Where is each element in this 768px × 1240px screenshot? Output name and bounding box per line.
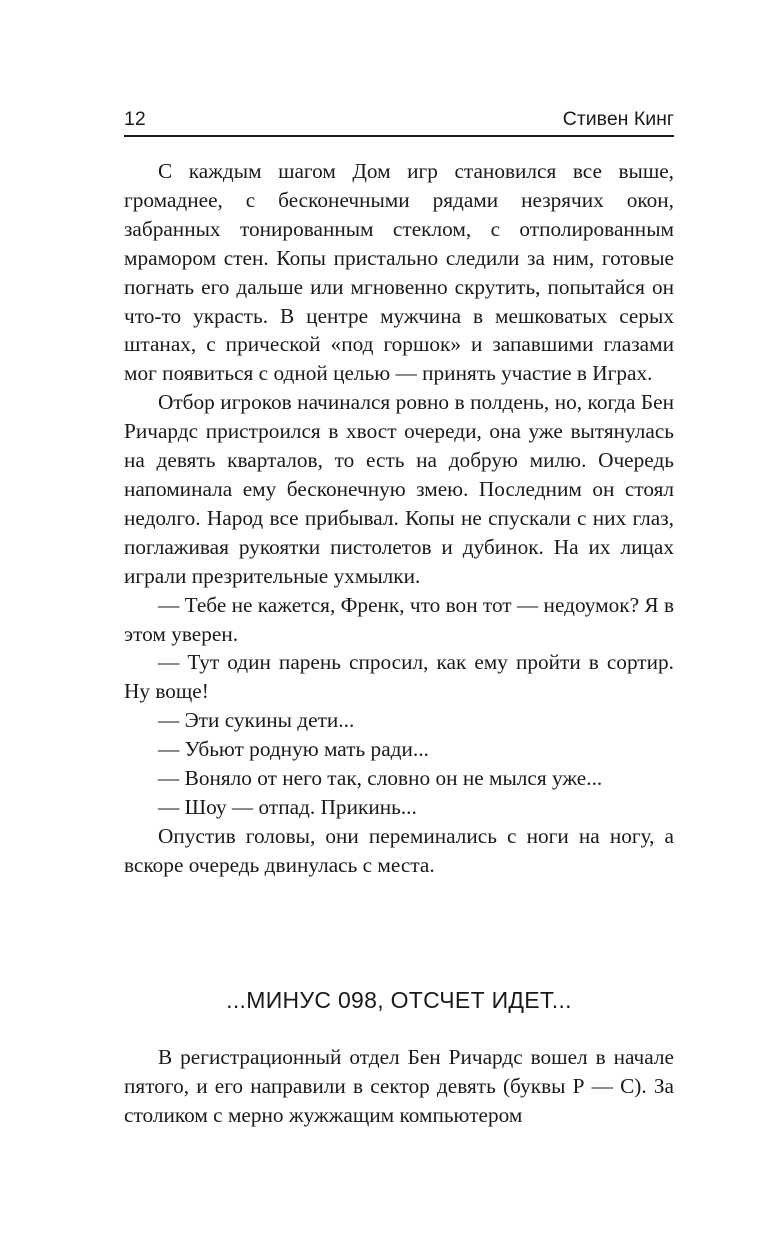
paragraph: В регистрационный отдел Бен Ричардс вошел в начале пятого, и его направили в сектор девять (буквы Р — С). За столиком с мерно жужжащим компьютером [124,1045,674,1127]
running-head-author: Стивен Кинг [562,108,674,130]
page-header [124,106,674,136]
paragraph: Отбор игроков начинался ровно в полдень, но, когда Бен Ричардс пристроился в хвост очереди, она уже вытянулась на девять кварталов, то есть на добрую милю. Очередь напоминала ему бесконечную змею. Последним он стоял недолго. Народ все прибывал. Копы не спускали с них глаз, поглаживая рукоятки пистолетов и дубинок. На их лицах играли презрительные ухмылки. [124,390,674,588]
dialogue-line: — Убьют родную мать ради... [158,737,429,762]
body-text [124,157,674,880]
section-heading: ...МИНУС 098, ОТСЧЕТ ИДЕТ... [226,987,572,1013]
dialogue-line: — Эти сукины дети... [158,708,355,733]
header-rule [124,135,674,137]
paragraph: С каждым шагом Дом игр становился все выше, громаднее, с бесконечными рядами незрячих окон, забранных тонированным стеклом, с отполированным мрамором стен. Копы пристально следили за ним, готовые погнать его дальше или мгновенно скрутить, попытайся он что-то украсть. В центре мужчина в мешковатых серых штанах, с прической «под горшок» и запавшими глазами мог появиться с одной целью — принять участие в Играх. [124,159,674,386]
dialogue-line: — Шоу — отпад. Прикинь... [158,794,417,819]
dialogue-line: — Воняло от него так, словно он не мылся уже... [158,766,603,791]
paragraph: Опустив головы, они переминались с ноги на ногу, а вскоре очередь двинулась с места. [124,823,674,877]
section-body-text [124,1043,674,1130]
dialogue-line: — Тут один парень спросил, как ему пройти в сортир. Ну воще! [124,650,674,704]
dialogue-line: — Тебе не кажется, Френк, что вон тот — недоумок? Я в этом уверен. [124,592,675,646]
page-number: 12 [124,108,146,130]
